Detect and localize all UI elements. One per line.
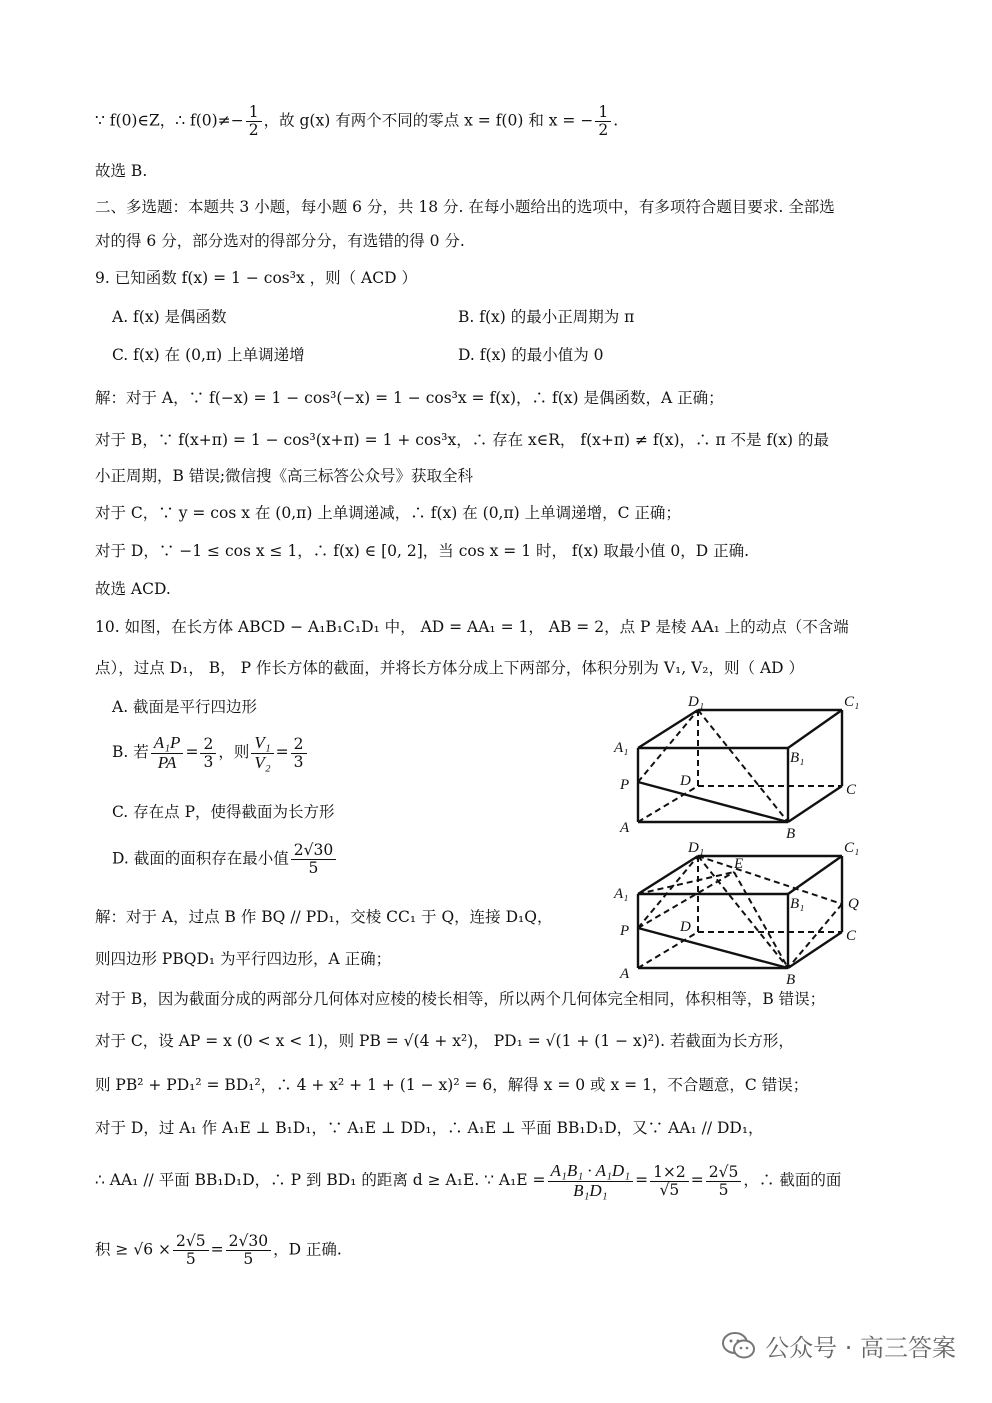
watermark-text: 公众号 · 高三答案 [765, 1334, 956, 1362]
cuboid-figure-2 [610, 838, 910, 988]
label-b1: B₁ [790, 750, 805, 766]
watermark [721, 1328, 956, 1363]
q10-solution-a: 解：对于 A，过点 B 作 BQ // PD₁，交棱 CC₁ 于 Q，连接 D₁Q， [95, 908, 553, 926]
label-p: P [620, 923, 630, 939]
question-9: 9. 已知函数 f(x) = 1 − cos³x ，则（ ACD ） [95, 269, 417, 287]
section-heading-cont: 对的得 6 分，部分选对的得部分分，有选错的得 0 分. [95, 232, 465, 250]
label-c: C [846, 928, 857, 944]
q9-option-a: A. f(x) 是偶函数 [112, 308, 227, 326]
q9-option-b: B. f(x) 的最小正周期为 π [458, 308, 635, 326]
answer-b: 故选 B. [95, 162, 148, 180]
q9-solution-c: 对于 C，∵ y = cos x 在 (0,π) 上单调递减，∴ f(x) 在 (0,π) 上单调递增，C 正确； [95, 504, 681, 522]
q10-solution-b: 对于 B，因为截面分成的两部分几何体对应棱的棱长相等，所以两个几何体完全相同，体积相等，B 错误； [95, 990, 826, 1008]
label-e: E [734, 856, 744, 872]
section-d1-b [698, 710, 788, 822]
label-c1: C₁ [844, 840, 860, 856]
line-f0-zero: ∵ f(0)∈Z，∴ f(0)≠− $\frac{1}{2}$ ，故 g(x) 有两个不同的零点 x = f(0) 和 x = − $\frac{1}{2}$ . [95, 103, 619, 140]
section-p-d1 [638, 856, 698, 928]
fraction-2root5-5: $\frac{2√5}{5}$ [706, 1164, 742, 1199]
fraction-two-thirds-2: $\frac{2}{3}$ [291, 736, 307, 771]
label-b: B [786, 826, 796, 842]
q10-option-c: C. 存在点 P，使得截面为长方形 [112, 803, 335, 821]
q9-solution-b-cont: 小正周期，B 错误;微信搜《高三标答公众号》获取全科 [95, 467, 474, 485]
edge-a1-d1 [638, 856, 698, 894]
q10-option-d: D. 截面的面积存在最小值 $\frac{2√30}{5}$ [112, 842, 338, 877]
fraction-1x2-root5: $\frac{1\times 2}{√5}$ [650, 1164, 689, 1199]
label-b1: B₁ [790, 896, 805, 912]
q9-answer: 故选 ACD. [95, 580, 171, 598]
label-d1: D₁ [688, 840, 705, 856]
question-10-cont: 点），过点 D₁， B， P 作长方体的截面，并将长方体分成上下两部分，体积分别为 V₁, V₂，则（ AD ） [95, 659, 804, 677]
q10-option-a: A. 截面是平行四边形 [112, 698, 258, 716]
question-10: 10. 如图，在长方体 ABCD − A₁B₁C₁D₁ 中， AD = AA₁ = 1， AB = 2，点 P 是棱 AA₁ 上的动点（不含端 [95, 618, 849, 636]
label-p: P [620, 777, 630, 793]
section-p-d1 [638, 710, 698, 782]
fraction-half-2: $\frac{1}{2}$ [595, 104, 611, 139]
section-p-b [638, 928, 788, 968]
section-p-b [638, 782, 788, 822]
label-d1: D₁ [688, 694, 705, 710]
label-a1: A₁ [614, 886, 629, 902]
label-c1: C₁ [844, 694, 860, 710]
label-q: Q [848, 896, 859, 912]
q10-solution-c: 对于 C，设 AP = x (0 < x < 1)，则 PB = √(4 + x²)， PD₁ = √(1 + (1 − x)²). 若截面为长方形， [95, 1032, 794, 1050]
fraction-2root30-5: $\frac{2√30}{5}$ [226, 1233, 271, 1268]
q9-solution-b: 对于 B，∵ f(x+π) = 1 − cos³(x+π) = 1 + cos³x，∴ 存在 x∈R， f(x+π) ≠ f(x)，∴ π 不是 f(x) 的最 [95, 431, 829, 449]
q10-solution-d-cont: ∴ AA₁ // 平面 BB₁D₁D，∴ P 到 BD₁ 的距离 d ≥ A₁E. ∵ A₁E = $\frac{\text{A₁B₁ · A₁D₁}}{\text{B₁D₁}}$ = $\frac{1\times 2}{√5}$ = $\frac{2√5}{5}$ ，∴ 截面的面 [95, 1161, 842, 1200]
fraction-v1-v2: $\frac{\text{V₁}}{\text{V₂}}$ [251, 734, 273, 772]
edge-a1-d1 [638, 710, 698, 748]
edge-b1-c1 [788, 710, 842, 748]
q9-solution-d: 对于 D，∵ −1 ≤ cos x ≤ 1，∴ f(x) ∈ [0, 2]，当 cos x = 1 时， f(x) 取最小值 0，D 正确. [95, 542, 749, 560]
section-heading: 二、多选题：本题共 3 小题，每小题 6 分，共 18 分. 在每小题给出的选项中，有多项符合题目要求. 全部选 [95, 198, 835, 216]
fraction-two-thirds: $\frac{2}{3}$ [200, 736, 216, 771]
q9-option-d: D. f(x) 的最小值为 0 [458, 346, 604, 364]
q9-solution-a: 解：对于 A，∵ f(−x) = 1 − cos³(−x) = 1 − cos³x = f(x)，∴ f(x) 是偶函数，A 正确； [95, 389, 724, 407]
label-d: D [680, 919, 691, 935]
fraction-2root5-5-b: $\frac{2√5}{5}$ [173, 1233, 209, 1268]
segment-d1-b [698, 856, 788, 968]
wechat-icon [721, 1331, 757, 1361]
label-c: C [846, 782, 857, 798]
cuboid-figure-1 [610, 692, 910, 842]
label-a: A [620, 820, 630, 836]
fraction-half: $\frac{1}{2}$ [246, 104, 262, 139]
q9-option-c: C. f(x) 在 (0,π) 上单调递增 [112, 346, 305, 364]
label-a1: A₁ [614, 740, 629, 756]
edge-b-c [788, 786, 842, 822]
fraction-a1e: $\frac{\text{A₁B₁ · A₁D₁}}{\text{B₁D₁}}$ [548, 1162, 634, 1200]
fraction-min-area: $\frac{2√30}{5}$ [291, 842, 336, 877]
q10-solution-a-cont: 则四边形 PBQD₁ 为平行四边形，A 正确； [95, 950, 392, 968]
q10-solution-c-cont: 则 PB² + PD₁² = BD₁²，∴ 4 + x² + 1 + (1 − x)² = 6，解得 x = 0 或 x = 1，不合题意，C 错误； [95, 1076, 809, 1094]
edge-a-d [638, 932, 698, 968]
fraction-a1p-pa: $\frac{\text{A₁P}}{PA}$ [151, 734, 184, 772]
edge-a-d [638, 786, 698, 822]
label-d: D [680, 773, 691, 789]
label-b: B [786, 972, 796, 988]
label-a: A [620, 966, 630, 982]
q10-solution-d: 对于 D，过 A₁ 作 A₁E ⊥ B₁D₁，∵ A₁E ⊥ DD₁，∴ A₁E ⊥ 平面 BB₁D₁D，又∵ AA₁ // DD₁， [95, 1119, 764, 1137]
q10-solution-d-final: 积 ≥ √6 × $\frac{2√5}{5}$ = $\frac{2√30}{5}$ ，D 正确. [95, 1232, 342, 1269]
q10-option-b: B. 若 $\frac{\text{A₁P}}{PA}$ = $\frac{2}{3}$ ，则 $\frac{\text{V₁}}{\text{V₂}}$ = $\frac{2}{3}$ [112, 734, 309, 772]
segment-e-b [734, 872, 788, 968]
